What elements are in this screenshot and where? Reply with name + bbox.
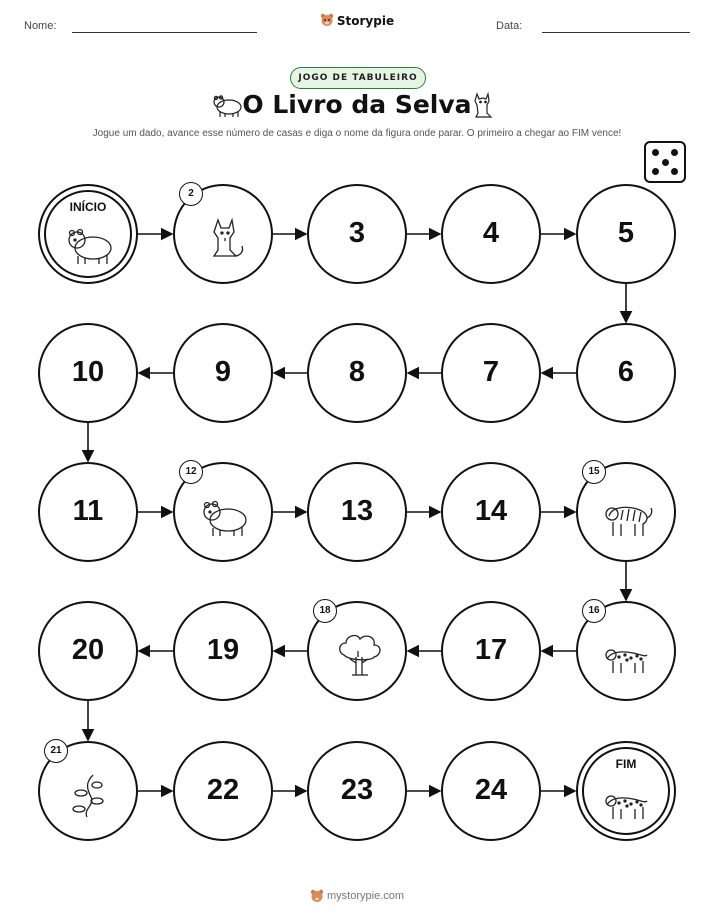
board-cell-14	[441, 462, 541, 562]
cell-number: 3	[348, 217, 366, 249]
cell-number: 23	[340, 774, 374, 806]
cell-number: 10	[71, 356, 105, 388]
cell-number: 20	[71, 634, 105, 666]
footer-url[interactable]: mystorypie.com	[327, 889, 405, 902]
board-cell-5	[576, 184, 676, 284]
cell-number-badge: 21	[44, 739, 68, 763]
page-title: O Livro da Selva	[242, 90, 472, 119]
board-cell-9	[173, 323, 273, 423]
cell-number: 17	[474, 634, 508, 666]
board-cell-15	[576, 462, 676, 562]
board-cell-12	[173, 462, 273, 562]
board-cell-24	[441, 741, 541, 841]
cell-label: FIM	[615, 757, 637, 771]
cell-number-badge: 18	[313, 599, 337, 623]
board-cell-11	[38, 462, 138, 562]
board-cell-start	[38, 184, 138, 284]
cell-number: 4	[482, 217, 500, 249]
cell-number: 13	[340, 495, 374, 527]
leopard-icon	[603, 633, 653, 683]
cell-number: 24	[474, 774, 508, 806]
cell-number: 7	[482, 356, 500, 388]
cell-number: 14	[474, 495, 508, 527]
vine-icon	[65, 773, 115, 823]
board-cell-13	[307, 462, 407, 562]
game-type-badge: JOGO DE TABULEIRO	[290, 67, 426, 89]
brand-name: Storypie	[336, 14, 395, 28]
board-cell-22	[173, 741, 273, 841]
bear-icon	[65, 222, 115, 272]
board-cell-2	[173, 184, 273, 284]
cell-number-badge: 2	[179, 182, 203, 206]
wolf-icon	[200, 216, 250, 266]
board-cell-6	[576, 323, 676, 423]
date-label: Data:	[496, 20, 523, 32]
leopard-icon	[603, 779, 653, 829]
cell-number-badge: 16	[582, 599, 606, 623]
instructions-text: Jogue um dado, avance esse número de casas e diga o nome da figura onde parar. O primeiro a chegar ao FIM vence!	[92, 128, 622, 139]
tree-icon	[334, 633, 384, 683]
cell-number-badge: 12	[179, 460, 203, 484]
cell-number: 11	[72, 495, 104, 527]
cell-label: INÍCIO	[69, 200, 107, 214]
board-cell-3	[307, 184, 407, 284]
footer	[0, 889, 714, 903]
cell-number: 19	[206, 634, 240, 666]
board-cell-end	[576, 741, 676, 841]
board-cell-8	[307, 323, 407, 423]
bear-icon	[200, 494, 250, 544]
board-cell-10	[38, 323, 138, 423]
cell-number: 22	[206, 774, 240, 806]
cell-number: 5	[617, 217, 635, 249]
board-cell-19	[173, 601, 273, 701]
board-cell-23	[307, 741, 407, 841]
board-cell-16	[576, 601, 676, 701]
board-cell-20	[38, 601, 138, 701]
cell-number: 9	[214, 356, 232, 388]
name-label: Nome:	[24, 20, 57, 32]
cell-number-badge: 15	[582, 460, 606, 484]
board-cell-18	[307, 601, 407, 701]
cell-number: 6	[617, 356, 635, 388]
board-cell-21	[38, 741, 138, 841]
board-cell-4	[441, 184, 541, 284]
board-cell-7	[441, 323, 541, 423]
footer-bear-icon	[310, 890, 324, 902]
cell-number: 8	[348, 356, 366, 388]
tiger-icon	[603, 494, 653, 544]
board-cell-17	[441, 601, 541, 701]
